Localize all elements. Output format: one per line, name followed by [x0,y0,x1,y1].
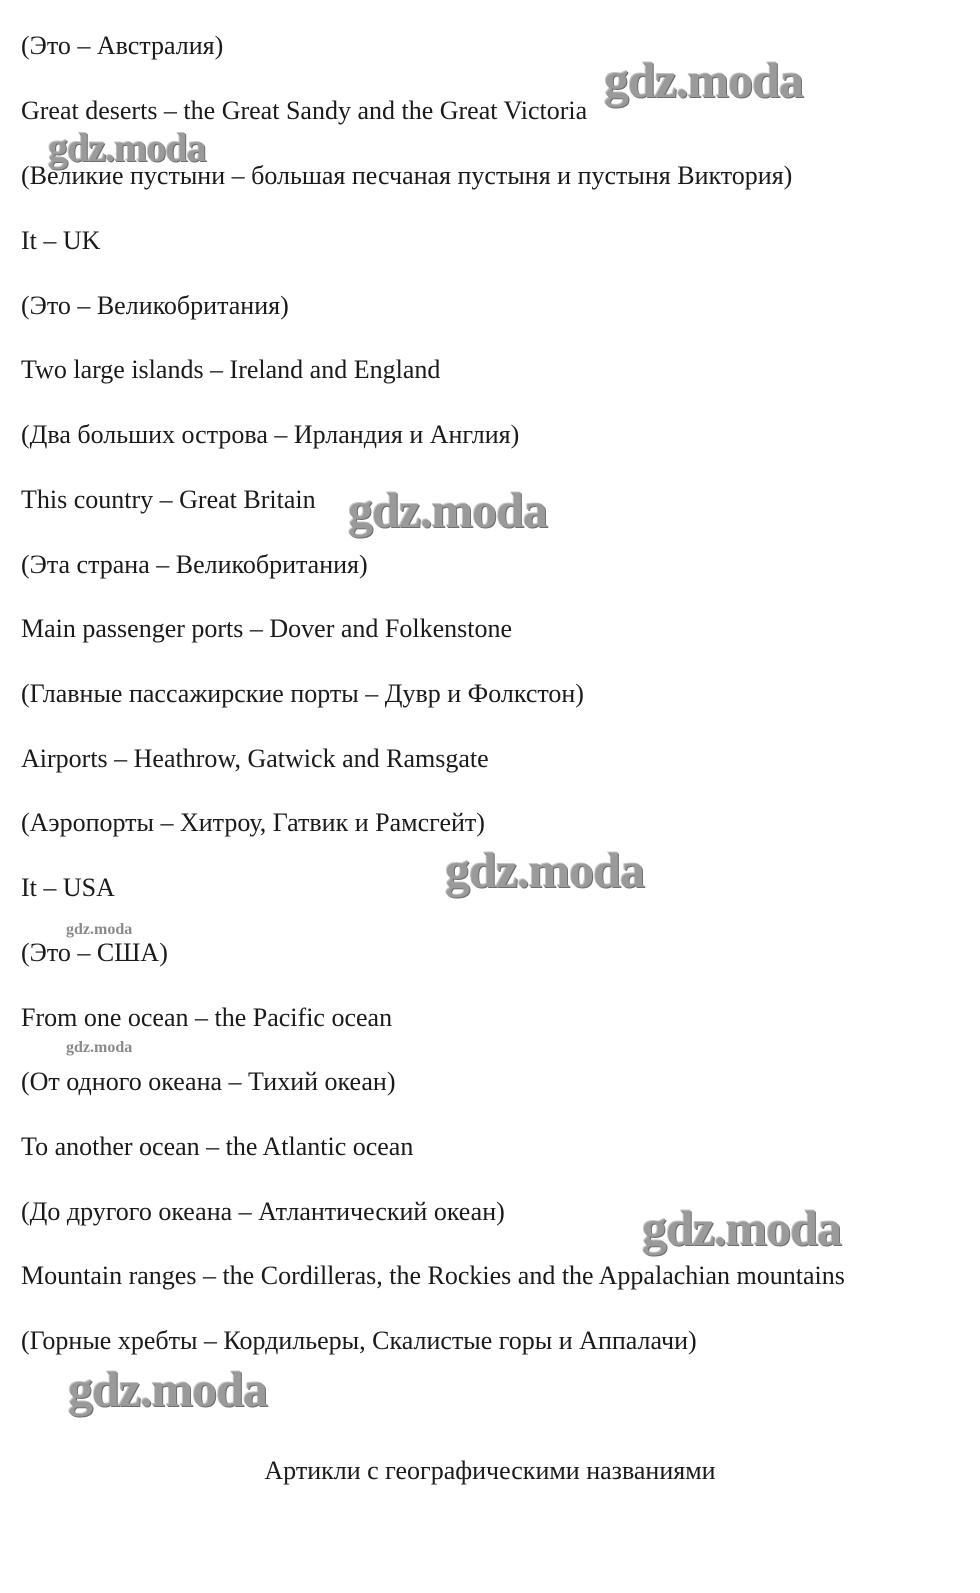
text-line-6: Two large islands – Ireland and England [21,355,441,384]
text-line-9: (Эта страна – Великобритания) [21,550,368,579]
text-line-2: Great deserts – the Great Sandy and the Great Victoria [21,96,588,125]
text-line-7: (Два больших острова – Ирландия и Англия) [21,420,520,449]
text-line-16: From one ocean – the Pacific ocean [21,1003,393,1032]
text-line-13: (Аэропорты – Хитроу, Гатвик и Рамсгейт) [21,808,485,837]
watermark: gdz.moda [48,125,206,170]
section-heading: Артикли с географическими названиями [264,1456,716,1485]
text-line-10: Main passenger ports – Dover and Folkenstone [21,614,513,643]
watermark: gdz.moda [66,1039,133,1056]
text-line-12: Airports – Heathrow, Gatwick and Ramsgate [21,744,489,773]
text-line-1: (Это – Австралия) [21,31,224,60]
watermark: gdz.moda [604,52,803,108]
watermark: gdz.moda [348,482,547,538]
text-line-5: (Это – Великобритания) [21,291,289,320]
watermark: gdz.moda [66,921,133,938]
text-line-21: (Горные хребты – Кордильеры, Скалистые горы и Аппалачи) [21,1326,697,1355]
text-line-14: It – USA [21,873,115,902]
watermark: gdz.moda [68,1361,267,1417]
text-line-4: It – UK [21,226,101,255]
text-line-11: (Главные пассажирские порты – Дувр и Фолкстон) [21,679,584,708]
text-line-20: Mountain ranges – the Cordilleras, the Rockies and the Appalachian mountains [21,1261,845,1290]
watermark: gdz.moda [642,1200,841,1256]
text-line-15: (Это – США) [21,938,168,967]
text-line-8: This country – Great Britain [21,485,316,514]
text-line-19: (До другого океана – Атлантический океан) [21,1197,505,1226]
text-line-18: To another ocean – the Atlantic ocean [21,1132,414,1161]
watermark: gdz.moda [445,842,644,898]
text-line-17: (От одного океана – Тихий океан) [21,1067,396,1096]
text-line-3: (Великие пустыни – большая песчаная пустыня и пустыня Виктория) [21,161,793,190]
